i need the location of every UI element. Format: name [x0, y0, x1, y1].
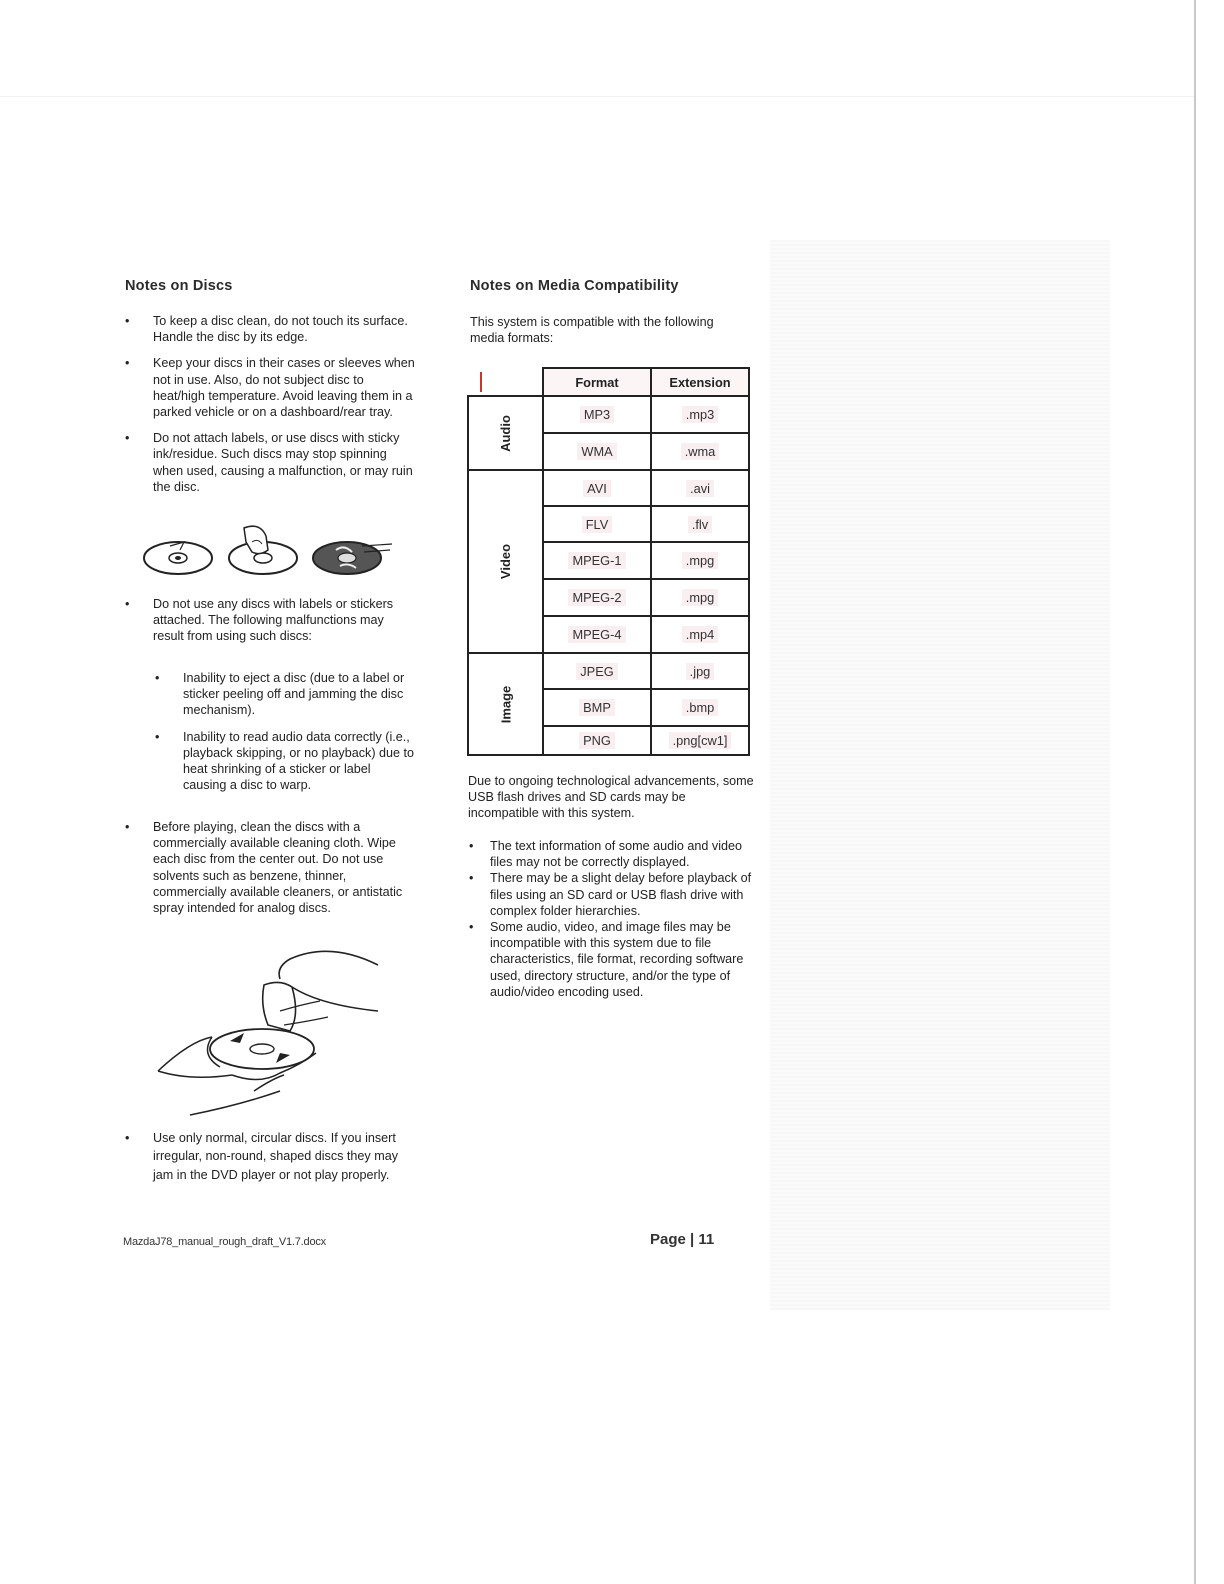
- table-cell: BMP: [579, 699, 615, 716]
- table-cell: .mp4: [682, 626, 718, 643]
- table-cell: .mpg: [682, 552, 718, 569]
- disc-clean-icon: [144, 542, 212, 574]
- table-cell: MP3: [580, 406, 614, 423]
- disc-wipe-illustration: [150, 945, 390, 1117]
- scan-margin-panel: [770, 240, 1110, 1310]
- list-item: • Inability to read audio data correctly (i.e., playback skipping, or no playback) due to heat shrinking of a sticker or label causing a disc to warp.: [155, 729, 415, 793]
- format-column-header: Format: [543, 368, 651, 396]
- table-cell: PNG: [579, 732, 615, 749]
- group-label-image: Image: [468, 653, 543, 755]
- footer-filename: MazdaJ78_manual_rough_draft_V1.7.docx: [123, 1236, 326, 1248]
- group-label-video: Video: [468, 470, 543, 653]
- table-row: [468, 653, 749, 689]
- disc-bullets-c: [125, 819, 415, 916]
- list-item: • The text information of some audio and video files may not be correctly displayed.: [469, 839, 743, 870]
- page-number: Page | 11: [650, 1231, 715, 1248]
- table-cell: JPEG: [576, 663, 617, 680]
- table-cell: .jpg: [686, 663, 715, 680]
- page-edge: [1194, 0, 1196, 1584]
- table-cell: .flv: [688, 516, 712, 533]
- list-item: • Use only normal, circular discs. If you insert irregular, non-round, shaped discs they may jam in the DVD player or not play properly.: [125, 1131, 399, 1182]
- table-cell: .avi: [686, 480, 714, 497]
- top-rule: [0, 96, 1194, 97]
- table-header-row: [468, 368, 749, 396]
- disc-hand-edge-icon: [229, 526, 297, 574]
- table-cell: MPEG-2: [568, 589, 625, 606]
- table-cell: .png[cw1]: [669, 732, 732, 749]
- disc-bullets-b: [125, 596, 415, 645]
- media-compat-heading: Notes on Media Compatibility: [470, 278, 679, 294]
- disc-label-icon: [313, 542, 392, 574]
- list-item: • Do not attach labels, or use discs with sticky ink/residue. Such discs may stop spinning when used, causing a malfunction, or may ruin the disc.: [125, 431, 413, 494]
- table-row: [468, 470, 749, 506]
- table-row: [468, 396, 749, 433]
- table-cell: .bmp: [682, 699, 718, 716]
- list-item: • Some audio, video, and image files may be incompatible with this system due to file characteristics, file format, recording software used, directory structure, and/or the type of audio/video encoding used.: [469, 920, 744, 999]
- list-item: • Do not use any discs with labels or stickers attached. The following malfunctions may result from using such discs:: [125, 597, 394, 644]
- list-item: • To keep a disc clean, do not touch its surface. Handle the disc by its edge.: [125, 314, 408, 345]
- list-item: • Keep your discs in their cases or sleeves when not in use. Also, do not subject disc to heat/high temperature. Avoid leaving them in a parked vehicle or on a dashboard/rear tray.: [125, 356, 415, 420]
- disc-bullets-d: [125, 1129, 415, 1184]
- disc-sub-bullets: [155, 670, 415, 793]
- group-label-audio: Audio: [468, 396, 543, 470]
- media-compat-intro: This system is compatible with the following media formats:: [470, 315, 714, 346]
- disc-bullets-a: [125, 313, 415, 495]
- disc-handling-icons: [140, 522, 400, 584]
- table-cell: MPEG-4: [568, 626, 625, 643]
- table-cell: WMA: [577, 443, 616, 460]
- table-cell: .wma: [681, 443, 720, 460]
- notes-on-discs-heading: Notes on Discs: [125, 278, 233, 294]
- media-format-table: [467, 367, 750, 756]
- list-item: • There may be a slight delay before playback of files using an SD card or USB flash drive with complex folder hierarchies.: [469, 871, 752, 918]
- list-item: • Inability to eject a disc (due to a label or sticker peeling off and jamming the disc mechanism).: [155, 671, 405, 718]
- compat-bullets: [469, 838, 756, 1000]
- list-item: • Before playing, clean the discs with a commercially available cleaning cloth. Wipe each disc from the center out. Do not use solvents such as benzene, thinner, commercially available cleaners, or antistatic spray intended for analog discs.: [125, 820, 403, 916]
- table-cell: FLV: [582, 516, 613, 533]
- table-cell: AVI: [583, 480, 611, 497]
- table-cell: .mp3: [682, 406, 718, 423]
- extension-column-header: Extension: [651, 368, 749, 396]
- table-cell: .mpg: [682, 589, 718, 606]
- table-cell: MPEG-1: [568, 552, 625, 569]
- compat-note: Due to ongoing technological advancements, some USB flash drives and SD cards may be incompatible with this system.: [468, 774, 754, 821]
